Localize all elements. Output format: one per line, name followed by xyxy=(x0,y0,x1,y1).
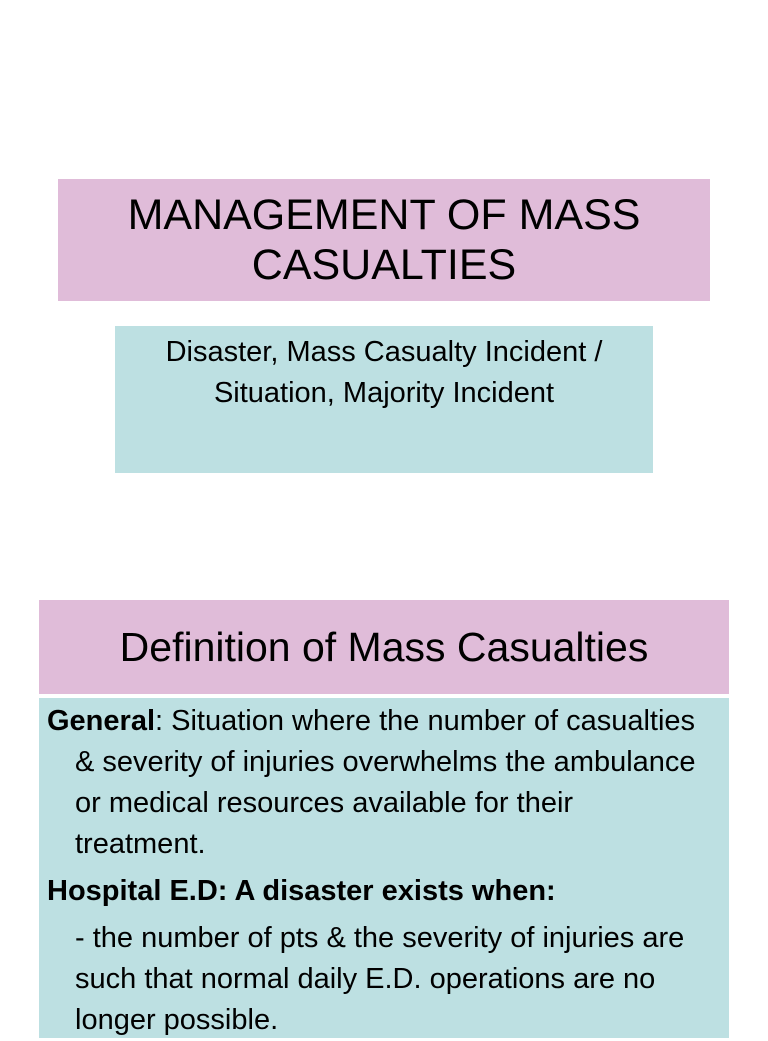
slide2-title xyxy=(39,600,729,694)
general-definition xyxy=(47,701,709,865)
hospital-heading: Hospital E.D: A disaster exists when: xyxy=(47,875,556,907)
general-text: : Situation where the number of casualties & severity of injuries overwhelms the ambulance or medical resources available for their treatment. xyxy=(75,705,696,860)
hospital-point: - the number of pts & the severity of injuries are such that normal daily E.D. operations are no longer possible. xyxy=(75,922,685,1036)
slide1-title-text: MANAGEMENT OF MASS CASUALTIES xyxy=(127,191,641,289)
slide1-subtitle-text: Disaster, Mass Casualty Incident / Situation, Majority Incident xyxy=(165,336,603,409)
slide1-subtitle xyxy=(115,326,653,473)
slide2-title-text: Definition of Mass Casualties xyxy=(119,623,649,670)
general-label: General xyxy=(47,705,155,737)
slide1-title xyxy=(58,179,710,301)
slide2-body xyxy=(39,698,729,1038)
